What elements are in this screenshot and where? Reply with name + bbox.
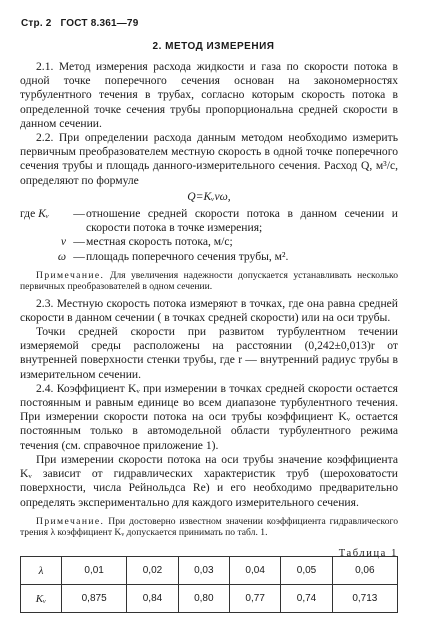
table-cell: 0,80: [178, 585, 229, 613]
definition-dash: —: [73, 207, 85, 221]
definitions-list: [20, 207, 398, 264]
table-cell: 0,77: [229, 585, 280, 613]
standard-code: ГОСТ 8.361—79: [60, 18, 139, 29]
flow-formula: Q=Kᵥvω,: [187, 189, 231, 203]
table-cell: 0,02: [127, 557, 178, 585]
paragraph-2-3: 2.3. Местную скорость потока измеряют в точках, где она равна средней скорости в данном сечении ( в точках средней скорости) или на оси трубы.: [20, 296, 398, 324]
definition-symbol: v: [60, 235, 66, 249]
paragraph-2-4: 2.4. Коэффициент Kᵥ при измерении в точках средней скорости остается постоянным и равным единице во всем диапазоне турбулентного течения. При измерении скорости потока на оси трубы коэффициент Kᵥ остается постоянным только в автомодельной области турбулентного режима течения (см. справочное приложение 1).: [20, 381, 398, 452]
note-2: [20, 516, 398, 539]
definition-item: [20, 250, 398, 264]
definition-symbol: Kᵥ: [38, 207, 50, 221]
section-title: 2. МЕТОД ИЗМЕРЕНИЯ: [152, 41, 275, 52]
note-text: При достоверно известном значении коэффициента гидравлического трения λ коэффициент Kᵥ допускается принимать по табл. 1.: [20, 515, 398, 539]
table-cell: 0,06: [332, 557, 397, 585]
definition-dash: —: [73, 235, 85, 249]
table-cell: 0,84: [127, 585, 178, 613]
table-cell: 0,03: [178, 557, 229, 585]
definition-text: отношение средней скорости потока в данном сечении и скорости потока в точке измерения;: [86, 207, 398, 235]
table-cell: 0,04: [229, 557, 280, 585]
table-row: [21, 585, 398, 613]
note-text: Для увеличения надежности допускается устанавливать несколько первичных преобразователей в одном сечении.: [20, 269, 398, 293]
definition-dash: —: [73, 249, 85, 263]
paragraph-2-2: 2.2. При определении расхода данным методом необходимо измерить первичным преобразователем местную скорость в одной точке поперечного сечения трубы и площадь данного-измерительного сечения. Расход Q, м³/с, определяют по формуле: [20, 131, 398, 187]
row-header: Kᵥ: [21, 585, 62, 613]
table-cell: 0,05: [281, 557, 332, 585]
definition-item: [20, 207, 398, 235]
table-cell: 0,713: [332, 585, 397, 613]
definition-text: площадь поперечного сечения трубы, м².: [86, 249, 289, 263]
note-1: [20, 270, 398, 293]
table-caption: Таблица 1: [338, 547, 398, 559]
paragraph-2-4-axis: При измерении скорости потока на оси трубы значение коэффициента Kᵥ зависит от гидравлических характеристик труб (шероховатости поверхности, числа Рейнольдса Re) и его необходимо предварительно определять экспериментально для каждого измерительного сечения.: [20, 452, 398, 509]
definition-symbol: ω: [57, 249, 66, 263]
note-label: Примечание.: [36, 269, 105, 281]
table-cell: 0,01: [62, 557, 127, 585]
page-header: [21, 18, 144, 29]
paragraph-2-3-points: Точки средней скорости при развитом турбулентном течении измеряемой среды расположены на расстоянии (0,242±0,013)r от внутренней поверхности стенки трубы, где r — внутренний радиус трубы в измерительном сечении.: [20, 325, 398, 381]
definition-text: местная скорость потока, м/с;: [86, 235, 233, 249]
paragraph-2-1: 2.1. Метод измерения расхода жидкости и газа по скорости потока в одной точке поперечного сечения основан на закономерностях турбулентного течения в трубах, согласно которым скорость потока в определенной точке сечения трубы пропорциональна средней скорости в данном сечении.: [20, 60, 398, 130]
table-row: [21, 557, 398, 585]
body-text: [20, 60, 398, 565]
note-label: Примечание.: [36, 515, 105, 527]
row-header: λ: [21, 557, 62, 585]
definition-item: [20, 235, 398, 249]
table-cell: 0,74: [281, 585, 332, 613]
coefficient-table: [20, 556, 398, 613]
definition-prefix: где: [20, 207, 36, 221]
table-cell: 0,875: [62, 585, 127, 613]
page-number: Стр. 2: [21, 18, 52, 29]
